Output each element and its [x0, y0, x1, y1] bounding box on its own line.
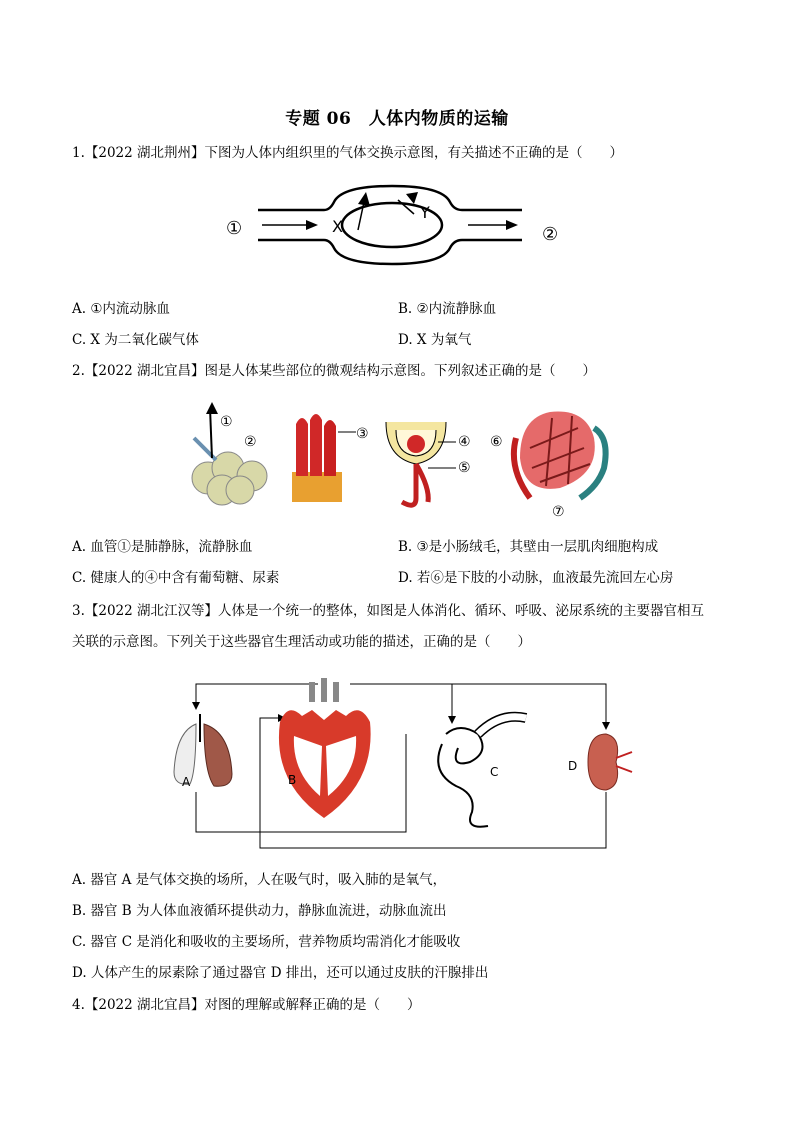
question-2-stem: 2.【2022 湖北宜昌】图是人体某些部位的微观结构示意图。下列叙述正确的是（ ）	[72, 363, 597, 379]
capillary-network-drawing	[514, 412, 606, 498]
q3-label-b: B	[288, 773, 297, 787]
q1-label-in: ①	[226, 218, 243, 239]
q2-option-a: A. 血管①是肺静脉，流静脉血	[72, 539, 253, 555]
small-intestine-drawing	[438, 717, 526, 827]
q1-option-d: D. X 为氧气	[398, 332, 472, 348]
question-4-stem: 4.【2022 湖北宜昌】对图的理解或解释正确的是（ ）	[72, 997, 421, 1013]
q1-option-b: B. ②内流静脉血	[398, 301, 497, 317]
q2-option-c: C. 健康人的④中含有葡萄糖、尿素	[72, 570, 280, 586]
q3-option-c: C. 器官 C 是消化和吸收的主要场所，营养物质均需消化才能吸收	[72, 934, 461, 950]
q2-label-2: ②	[244, 434, 257, 450]
villi-drawing	[292, 414, 356, 502]
question-1-stem: 1.【2022 湖北荆州】下图为人体内组织里的气体交换示意图，有关描述不正确的是（ ）	[72, 145, 624, 161]
q3-option-b: B. 器官 B 为人体血液循环提供动力，静脉血流进，动脉血流出	[72, 903, 447, 919]
q2-microstructure-figure	[180, 398, 620, 528]
q1-label-out: ②	[542, 224, 559, 245]
q2-label-7: ⑦	[552, 504, 565, 520]
q3-label-d: D	[568, 759, 578, 773]
heart-drawing	[279, 678, 371, 818]
nephron-drawing	[386, 422, 456, 505]
q1-label-y: Y	[420, 203, 430, 222]
q2-label-5: ⑤	[458, 460, 471, 476]
q3-organ-system-figure	[160, 662, 640, 862]
q3-label-c: C	[490, 765, 499, 779]
q2-option-d: D. 若⑥是下肢的小动脉，血液最先流回左心房	[398, 570, 674, 586]
q3-option-d: D. 人体产生的尿素除了通过器官 D 排出，还可以通过皮肤的汗腺排出	[72, 965, 489, 981]
q1-option-c: C. X 为二氧化碳气体	[72, 332, 199, 348]
q1-option-a: A. ①内流动脉血	[72, 301, 170, 317]
q3-label-a: A	[182, 775, 191, 789]
q3-option-a: A. 器官 A 是气体交换的场所，人在吸气时，吸入肺的是氧气，	[72, 872, 447, 888]
q1-label-x: X	[332, 217, 343, 236]
kidney-drawing	[588, 734, 632, 790]
q2-label-3: ③	[356, 426, 369, 442]
q2-label-1: ①	[220, 414, 233, 430]
q2-label-4: ④	[458, 434, 471, 450]
q1-gas-exchange-figure	[222, 182, 562, 282]
question-3-stem-line-2: 关联的示意图。下列关于这些器官生理活动或功能的描述，正确的是（ ）	[72, 634, 531, 650]
page-title: 专题 06 人体内物质的运输	[285, 109, 509, 129]
q2-option-b: B. ③是小肠绒毛，其壁由一层肌肉细胞构成	[398, 539, 659, 555]
question-3-stem-line-1: 3.【2022 湖北江汉等】人体是一个统一的整体，如图是人体消化、循环、呼吸、泌尿系统的主要器官相互	[72, 603, 705, 619]
q2-label-6: ⑥	[490, 434, 503, 450]
